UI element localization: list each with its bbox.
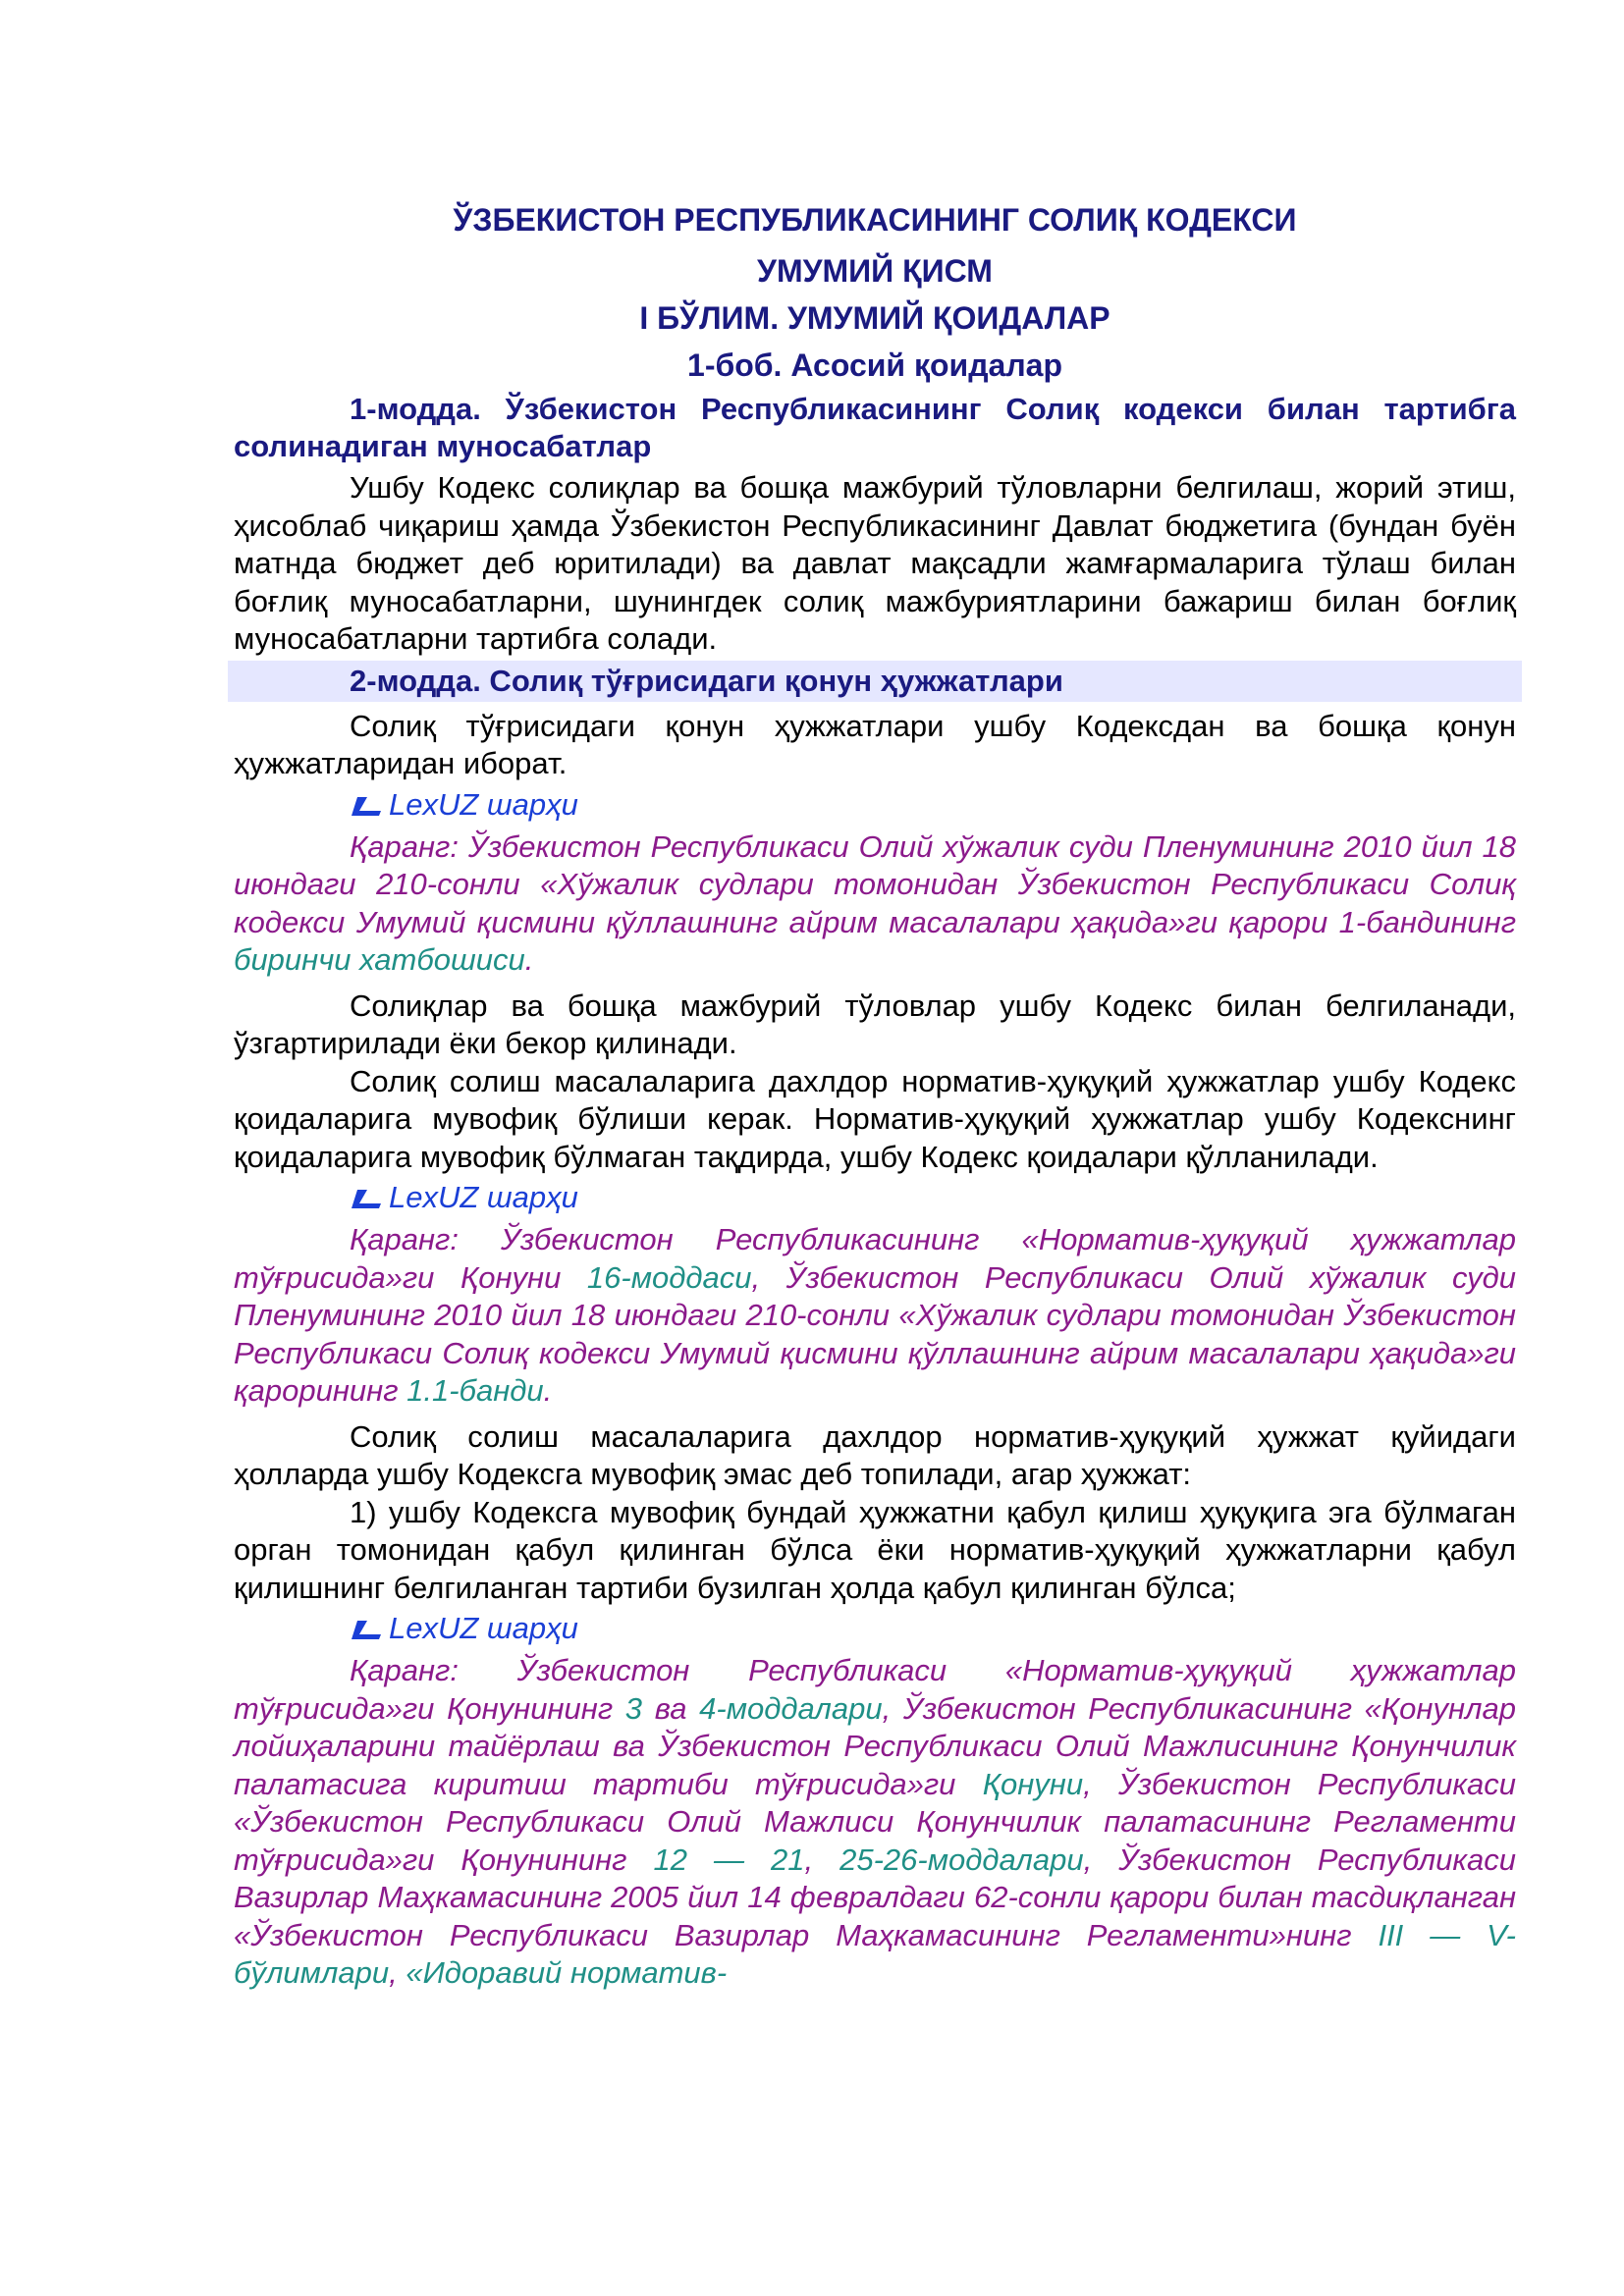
lexuz-label: LexUZ шарҳи: [389, 786, 578, 822]
article-2-item-1: 1) ушбу Кодексга мувофиқ бундай ҳужжатни қабул қилиш ҳуқуқига эга бўлмаган орган томонидан қабул қилинган бўлса ёки норматив-ҳуқуқий ҳужжатларни қабул қилишнинг белгиланган тартиби бузилган ҳолда қабул қилинган бўлса;: [234, 1494, 1516, 1605]
article-2-paragraph-3: Солиқ солиш масалаларига дахлдор норматив-ҳуқуқий ҳужжатлар ушбу Кодекс қоидаларига мувофиқ бўлиши керак. Норматив-ҳуқуқий ҳужжатлар ушбу Кодекснинг қоидаларига мувофиқ бўлмаган тақдирда, ушбу Кодекс қоидалари қўлланилади.: [234, 1063, 1516, 1174]
note-link-law[interactable]: Қонуни: [982, 1766, 1084, 1801]
note-link-clause-1-1[interactable]: 1.1-банди: [406, 1373, 544, 1408]
code-title: ЎЗБЕКИСТОН РЕСПУБЛИКАСИНИНГ СОЛИҚ КОДЕКСИ: [453, 202, 1297, 238]
note-link-first-paragraph[interactable]: биринчи хатбошиси: [234, 942, 525, 977]
article-1-title: 1-модда. Ўзбекистон Республикасининг Солиқ кодекси билан тартибга солинадиган муносабатлар: [234, 392, 1516, 463]
document-content: [234, 196, 1516, 2001]
lexuz-commentary-link-1[interactable]: [350, 785, 1516, 825]
note-link-article-16[interactable]: 16-моддаси: [586, 1259, 752, 1295]
article-2-paragraph-2: Солиқлар ва бошқа мажбурий тўловлар ушбу Кодекс билан белгиланади, ўзгартирилади ёки бекор қилинади.: [234, 988, 1516, 1060]
section-title: I БЎЛИМ. УМУМИЙ ҚОИДАЛАР: [639, 300, 1110, 336]
lexuz-label: LexUZ шарҳи: [389, 1180, 578, 1214]
note-link-articles-25-26[interactable]: 25-26-моддалари: [839, 1842, 1084, 1877]
article-2-paragraph-1: Солиқ тўғрисидаги қонун ҳужжатлари ушбу Кодексдан ва бошқа қонун ҳужжатларидан иборат.: [234, 708, 1516, 780]
note-link-sections-3-5[interactable]: III — V-бўлимлари: [234, 1917, 1516, 1990]
note-link-articles-12-21[interactable]: 12 — 21: [653, 1842, 805, 1877]
note-link-departmental-regulations[interactable]: «Идоравий норматив-: [406, 1955, 728, 1990]
note-link-article-4[interactable]: 4-моддалари: [699, 1690, 883, 1726]
chapter-title: 1-боб. Асосий қоидалар: [687, 347, 1062, 383]
lexuz-icon: [350, 1619, 383, 1640]
lexuz-icon: [350, 1188, 383, 1209]
commentary-note-2: Қаранг: Ўзбекистон Республикасининг «Норматив-ҳуқуқий ҳужжатлар тўғрисида»ги Қонуни 16-моддаси, Ўзбекистон Республикаси Олий хўжалик суди Пленумининг 2010 йил 18 июндаги 210-сонли «Хўжалик судлари томонидан Ўзбекистон Республикаси Солиқ кодекси Умумий қисмини қўллашнинг айрим масалалари ҳақида»ги қарорининг 1.1-банди.: [234, 1222, 1516, 1408]
article-2-paragraph-4: Солиқ солиш масалаларига дахлдор норматив-ҳуқуқий ҳужжат қуйидаги ҳолларда ушбу Кодексга мувофиқ эмас деб топилади, агар ҳужжат:: [234, 1418, 1516, 1491]
lexuz-commentary-link-2[interactable]: [350, 1178, 1516, 1217]
lexuz-icon: [350, 795, 383, 817]
article-2-title: 2-модда. Солиқ тўғрисидаги қонун ҳужжатлари: [228, 661, 1522, 702]
article-1-paragraph: Ушбу Кодекс солиқлар ва бошқа мажбурий тўловларни белгилаш, жорий этиш, ҳисоблаб чиқариш ҳамда Ўзбекистон Республикасининг Давлат бюджетига (бундан буён матнда бюджет деб юритилади) ва давлат мақсадли жамғармаларига тўлаш билан боғлиқ муносабатларни, шунингдек солиқ мажбуриятларини бажариш билан боғлиқ муносабатларни тартибга солади.: [234, 470, 1516, 656]
note-link-article-3[interactable]: 3: [624, 1690, 643, 1726]
part-title: УМУМИЙ ҚИСМ: [757, 253, 993, 289]
lexuz-label: LexUZ шарҳи: [389, 1611, 578, 1645]
lexuz-commentary-link-3[interactable]: [350, 1609, 1516, 1648]
commentary-note-3: Қаранг: Ўзбекистон Республикаси «Норматив-ҳуқуқий ҳужжатлар тўғрисида»ги Қонунининг 3 ва 4-моддалари, Ўзбекистон Республикасининг «Қонунлар лойиҳаларини тайёрлаш ва Ўзбекистон Республикаси Олий Мажлисининг Қонунчилик палатасига киритиш тартиби тўғрисида»ги Қонуни, Ўзбекистон Республикаси «Ўзбекистон Республикаси Олий Мажлиси Қонунчилик палатасининг Регламенти тўғрисида»ги Қонунининг 12 — 21, 25-26-моддалари, Ўзбекистон Республикаси Вазирлар Маҳкамасининг 2005 йил 14 февралдаги 62-сонли қарори билан тасдиқланган «Ўзбекистон Республикаси Вазирлар Маҳкамасининг Регламенти»нинг III — V-бўлимлари, «Идоравий норматив-: [234, 1653, 1517, 1990]
commentary-note-1: Қаранг: Ўзбекистон Республикаси Олий хўжалик суди Пленумининг 2010 йил 18 июндаги 210-сонли «Хўжалик судлари томонидан Ўзбекистон Республикаси Солиқ кодекси Умумий қисмини қўллашнинг айрим масалалари ҳақида»ги қарори 1-бандининг биринчи хатбошиси.: [234, 828, 1516, 977]
